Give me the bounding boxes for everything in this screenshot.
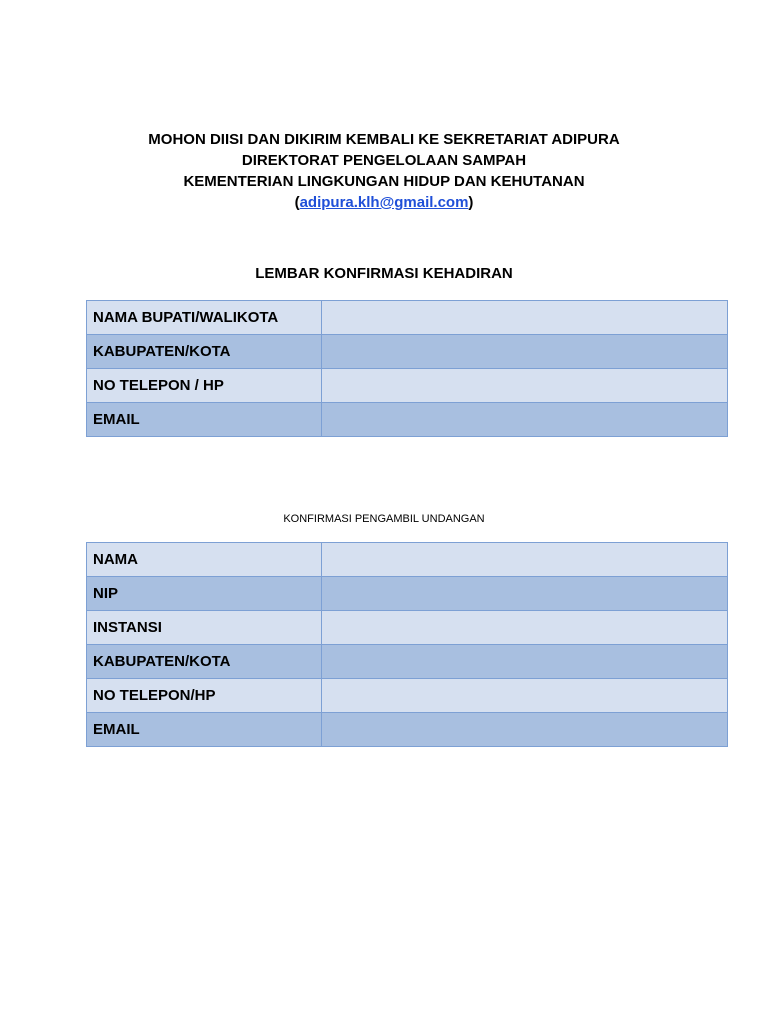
attendance-title: LEMBAR KONFIRMASI KEHADIRAN — [255, 265, 513, 282]
field-value-input[interactable] — [322, 369, 728, 403]
field-value-input[interactable] — [322, 301, 728, 335]
field-value-input[interactable] — [322, 543, 728, 577]
table-row — [87, 713, 728, 747]
field-value-input[interactable] — [322, 645, 728, 679]
field-label: INSTANSI — [87, 611, 322, 645]
table-row — [87, 301, 728, 335]
field-label: KABUPATEN/KOTA — [87, 645, 322, 679]
field-value-input[interactable] — [322, 713, 728, 747]
table-row — [87, 369, 728, 403]
table-row — [87, 645, 728, 679]
email-link[interactable]: adipura.klh@gmail.com — [299, 194, 469, 211]
field-label: EMAIL — [87, 713, 322, 747]
table-row — [87, 335, 728, 369]
header-email-line — [0, 192, 768, 213]
field-value-input[interactable] — [322, 335, 728, 369]
paren-close: ) — [468, 194, 474, 211]
header-line-2: DIREKTORAT PENGELOLAAN SAMPAH — [241, 152, 527, 169]
table-row — [87, 679, 728, 713]
field-value-input[interactable] — [322, 577, 728, 611]
field-label: KABUPATEN/KOTA — [87, 335, 322, 369]
field-label: NAMA — [87, 543, 322, 577]
field-label: EMAIL — [87, 403, 322, 437]
field-label: NIP — [87, 577, 322, 611]
header-line-3: KEMENTERIAN LINGKUNGAN HIDUP DAN KEHUTANAN — [183, 173, 585, 190]
header-line-1: MOHON DIISI DAN DIKIRIM KEMBALI KE SEKRETARIAT ADIPURA — [148, 131, 620, 148]
table-row — [87, 611, 728, 645]
attendance-table — [86, 300, 728, 437]
paren-open: ( — [294, 194, 300, 211]
field-value-input[interactable] — [322, 611, 728, 645]
table-row — [87, 577, 728, 611]
pickup-title: KONFIRMASI PENGAMBIL UNDANGAN — [283, 513, 485, 525]
pickup-table — [86, 542, 728, 747]
table-row — [87, 403, 728, 437]
document-header — [0, 129, 768, 213]
field-label: NO TELEPON/HP — [87, 679, 322, 713]
field-label: NAMA BUPATI/WALIKOTA — [87, 301, 322, 335]
field-label: NO TELEPON / HP — [87, 369, 322, 403]
field-value-input[interactable] — [322, 679, 728, 713]
table-row — [87, 543, 728, 577]
field-value-input[interactable] — [322, 403, 728, 437]
